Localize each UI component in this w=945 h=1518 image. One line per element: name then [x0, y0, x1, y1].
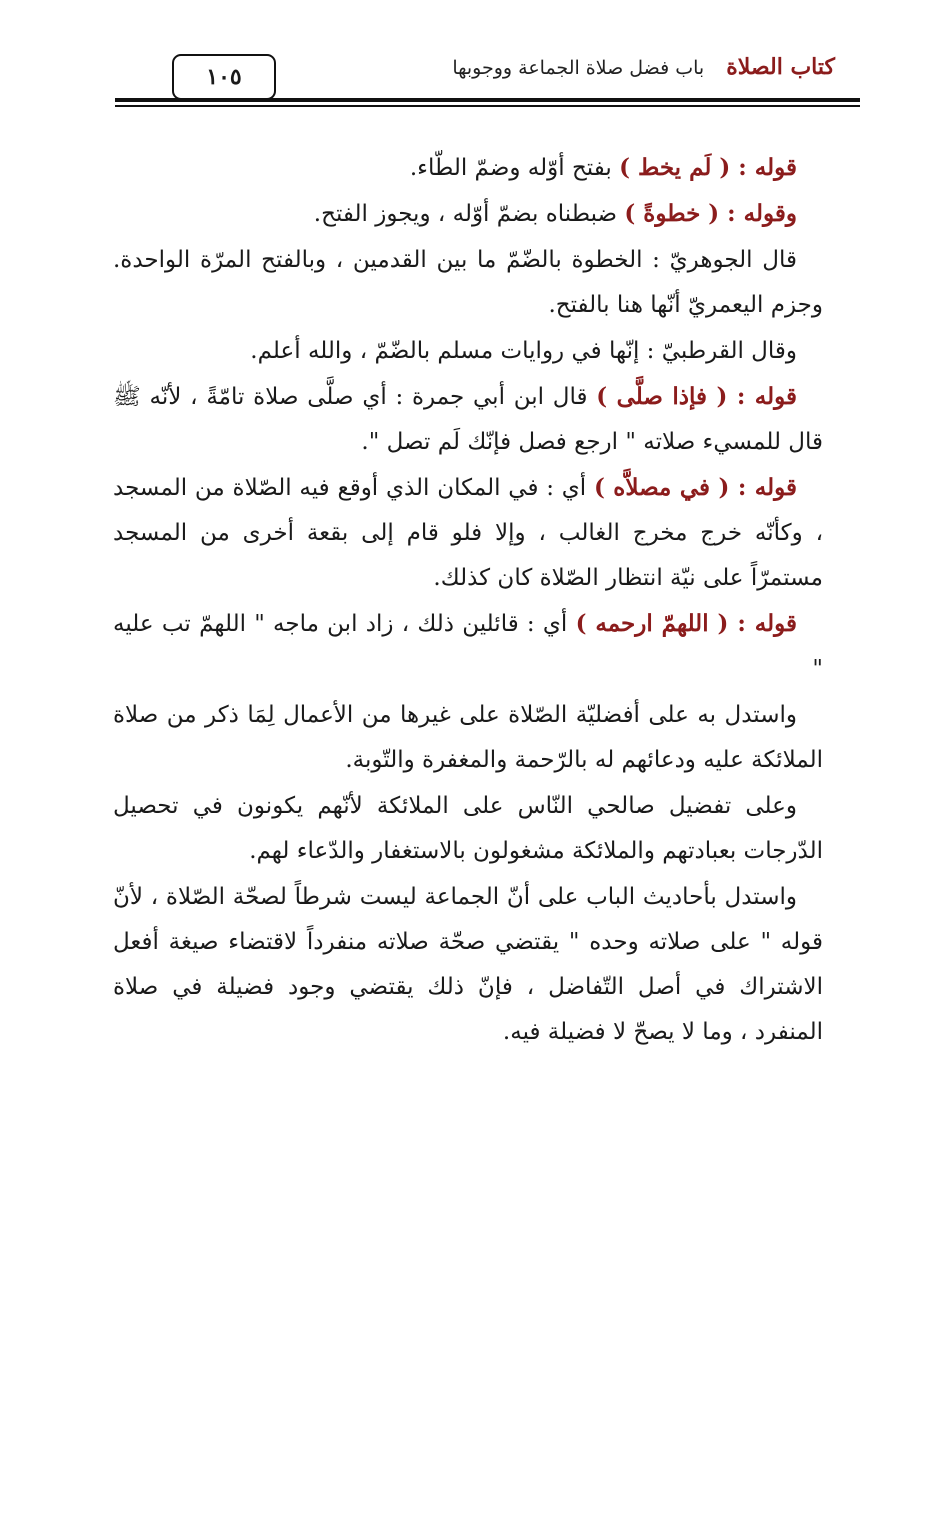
paragraph-text: أي : قائلين ذلك ، زاد ابن ماجه " اللهمّ تب عليه "	[113, 611, 823, 682]
body-text	[113, 145, 823, 1055]
paragraph-text: وعلى تفضيل صالحي النّاس على الملائكة لأنّهم يكونون في تحصيل الدّرجات بعبادتهم والملائكة مشغولون بالاستغفار والدّعاء لهم.	[113, 793, 823, 864]
page-header	[115, 44, 860, 108]
paragraph-text: واستدل به على أفضليّة الصّلاة على غيرها من الأعمال لِمَا ذكر من صلاة الملائكة عليه ودعائهم له بالرّحمة والمغفرة والتّوبة.	[113, 702, 823, 773]
paragraph-label: قوله : ( اللهمّ ارحمه )	[575, 610, 797, 637]
chapter-name: باب فضل صلاة الجماعة ووجوبها	[452, 57, 705, 79]
paragraph	[113, 601, 823, 692]
paragraph-label: قوله : ( فإذا صلَّى )	[596, 383, 797, 410]
paragraph-label: قوله : ( لَم يخط )	[619, 154, 797, 181]
paragraph-text: أي : في المكان الذي أوقع فيه الصّلاة من المسجد ، وكأنّه خرج مخرج الغالب ، وإلا فلو قام إلى بقعة أخرى من المسجد مستمرّاً على نيّة انتظار الصّلاة كان كذلك.	[113, 475, 823, 591]
running-title	[452, 54, 835, 80]
paragraph-label: قوله : ( في مصلاَّه )	[593, 474, 798, 501]
paragraph	[113, 191, 823, 237]
paragraph	[113, 783, 823, 874]
paragraph	[113, 465, 823, 601]
paragraph-label: وقوله : ( خطوةً )	[624, 200, 797, 227]
paragraph	[113, 145, 823, 191]
paragraph-text: قال الجوهريّ : الخطوة بالضّمّ ما بين القدمين ، وبالفتح المرّة الواحدة. وجزم اليعمريّ أنّها هنا بالفتح.	[113, 247, 823, 318]
paragraph-text: وقال القرطبيّ : إنّها في روايات مسلم بالضّمّ ، والله أعلم.	[250, 338, 797, 364]
paragraph	[113, 237, 823, 328]
paragraph-text: قال ابن أبي جمرة : أي صلَّى صلاة تامّةً ، لأنّه ﷺ قال للمسيء صلاته " ارجع فصل فإنّك لَم تصل ".	[113, 384, 823, 455]
header-rule-thin	[115, 105, 860, 107]
paragraph	[113, 692, 823, 783]
paragraph-text: ضبطناه بضمّ أوّله ، ويجوز الفتح.	[313, 201, 625, 227]
book-name: كتاب الصلاة	[726, 54, 835, 80]
paragraph-text: واستدل بأحاديث الباب على أنّ الجماعة ليست شرطاً لصحّة الصّلاة ، لأنّ قوله " على صلاته وحده " يقتضي صحّة صلاته منفرداً لاقتضاء صيغة أفعل الاشتراك في أصل التّفاضل ، فإنّ ذلك يقتضي وجود فضيلة في صلاة المنفرد ، وما لا يصحّ لا فضيلة فيه.	[113, 884, 823, 1045]
page-number: ١٠٥	[172, 54, 276, 100]
paragraph-text: بفتح أوّله وضمّ الطّاء.	[409, 155, 620, 181]
paragraph	[113, 374, 823, 465]
paragraph	[113, 874, 823, 1055]
paragraph	[113, 328, 823, 374]
header-rule-thick	[115, 98, 860, 102]
